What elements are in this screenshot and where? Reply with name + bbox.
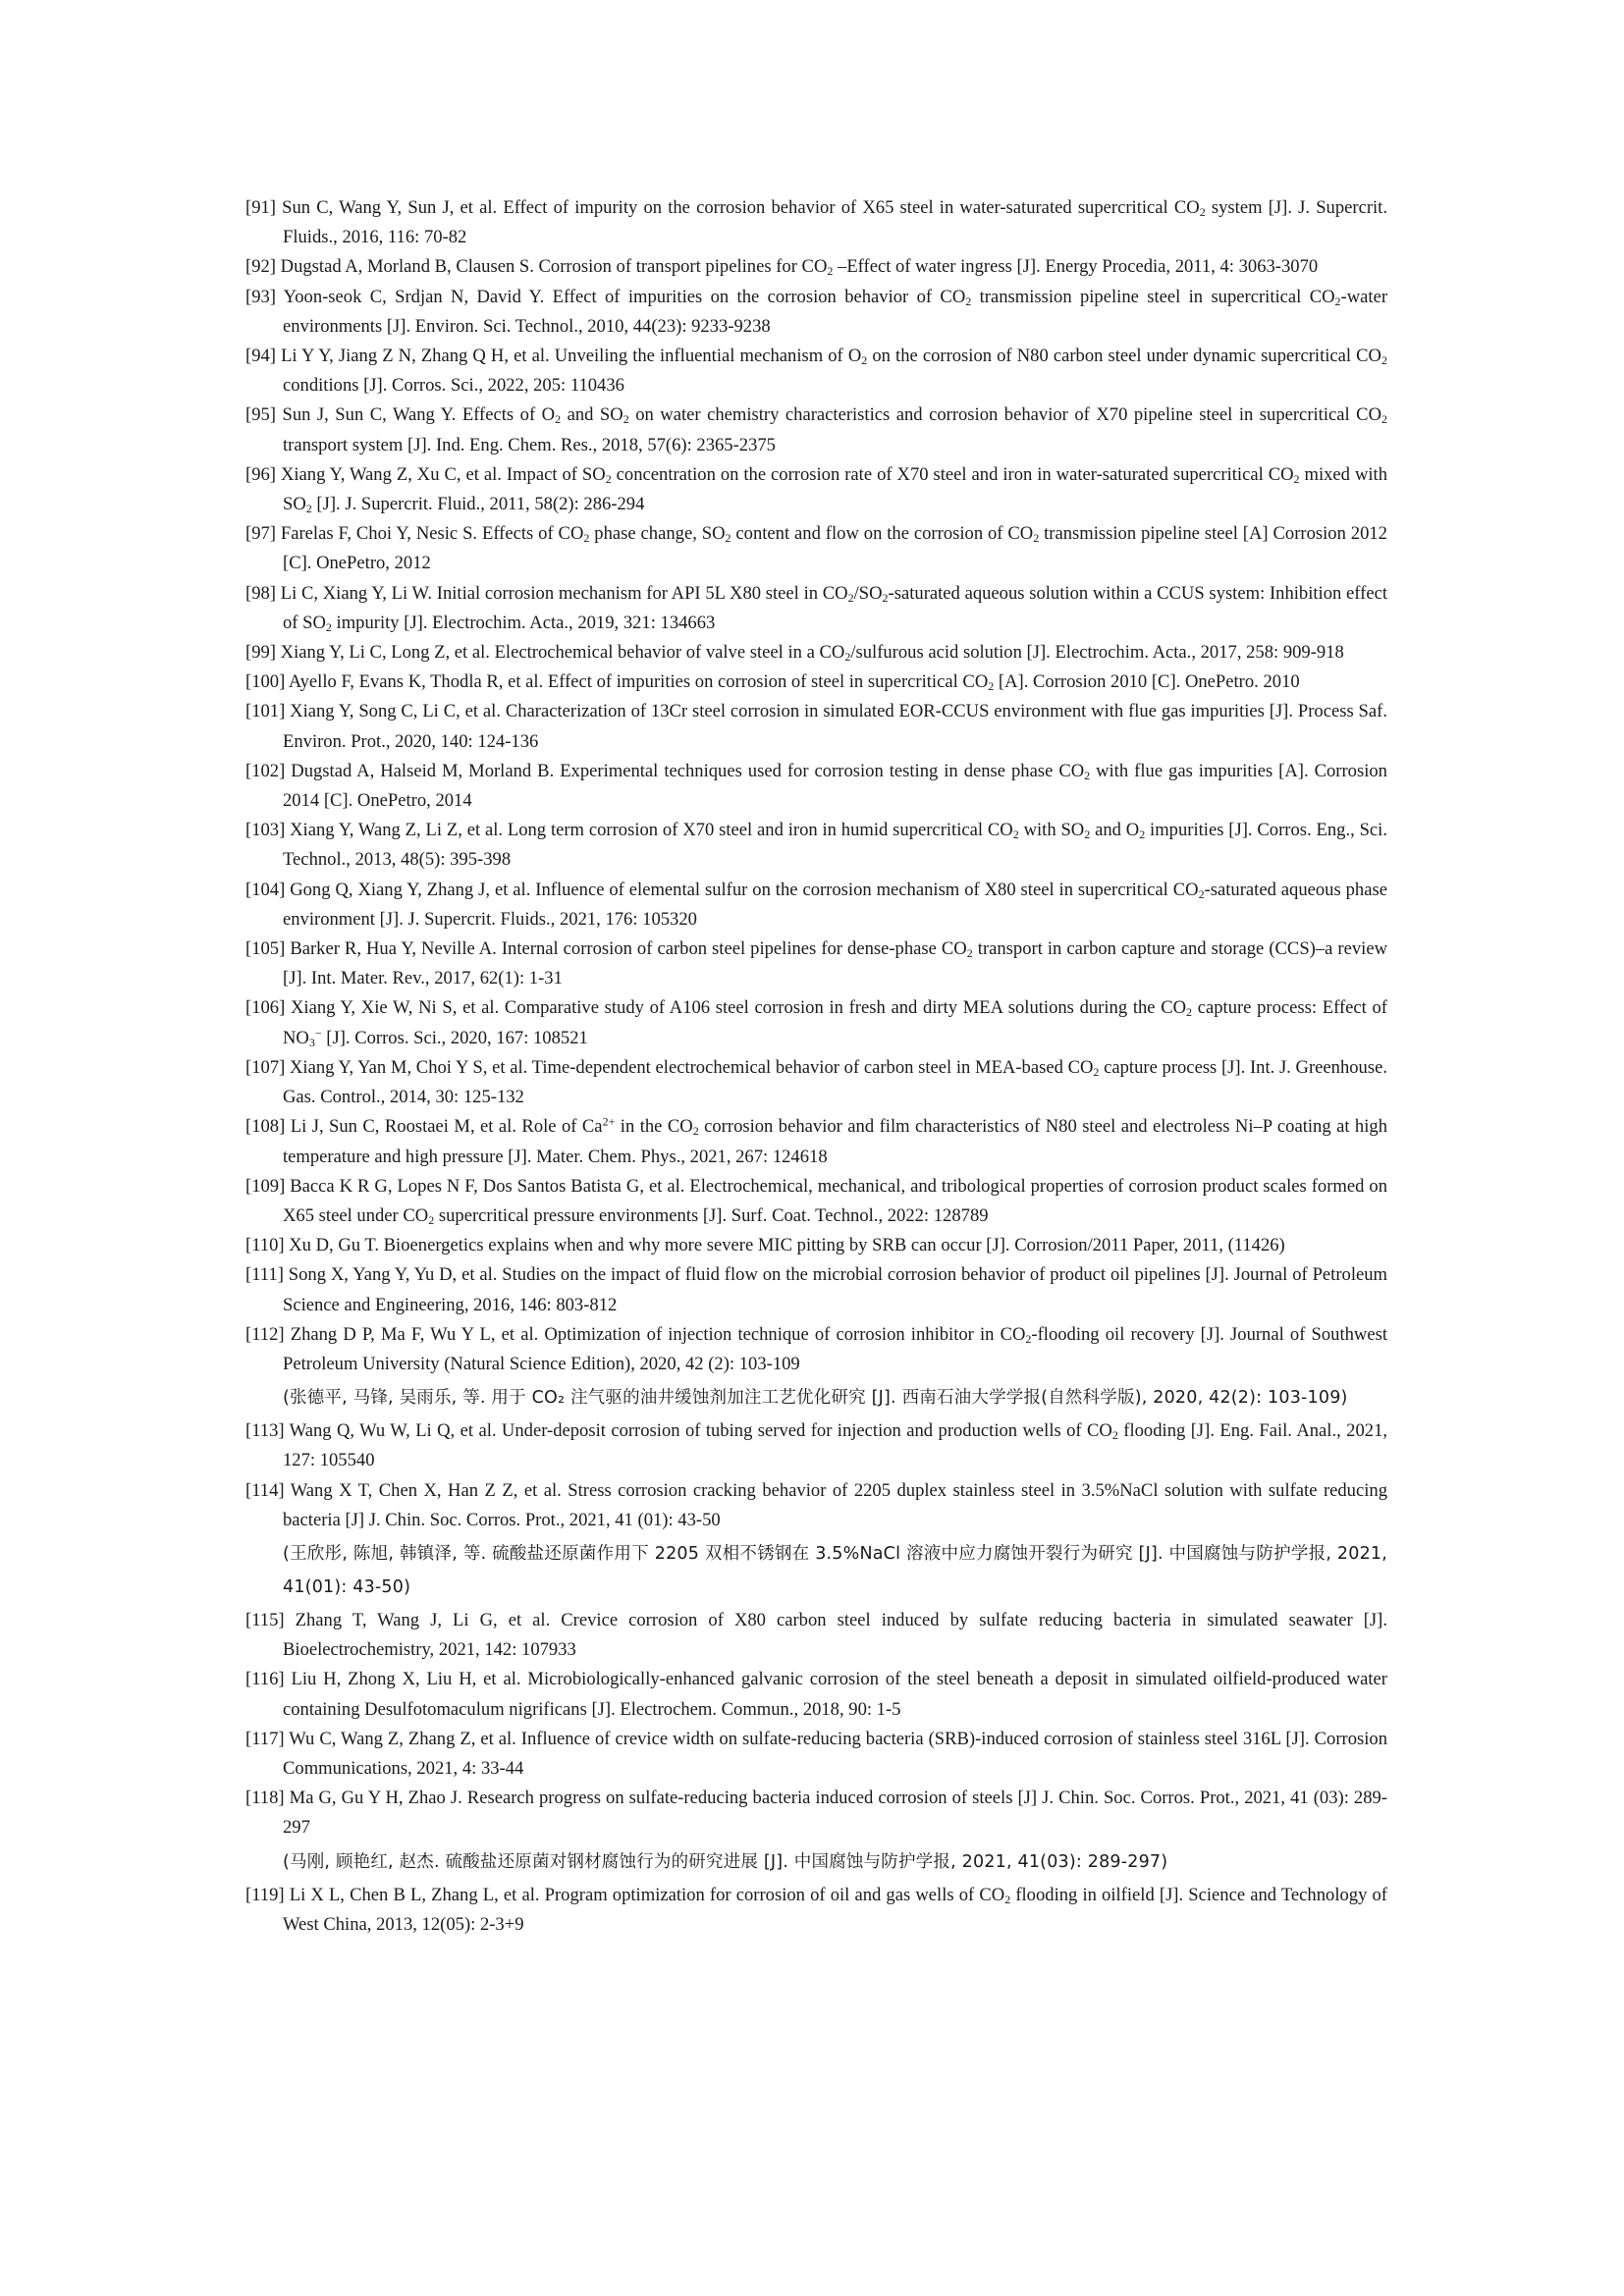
subscript: 2 [1084, 768, 1091, 782]
subscript: 2 [882, 590, 889, 605]
subscript: 2 [623, 412, 629, 427]
reference-entry [245, 1112, 1387, 1171]
reference-text: Barker R, Hua Y, Neville A. Internal corrosion of carbon steel pipelines for dense-phase $CO_2$ transport in carbon capture and storage (CCS)–a review [J]. Int. Mater. Rev., 2017, 62(1): 1-31 [283, 938, 1388, 989]
reference-entry [245, 1784, 1387, 1878]
reference-entry [245, 1881, 1387, 1940]
subscript: 2 [1381, 412, 1388, 427]
reference-text: Liu H, Zhong X, Liu H, et al. Microbiologically-enhanced galvanic corrosion of the steel beneath a deposit in simulated oilfield-produced water containing Desulfotomaculum nigrificans [J]. Electrochem. Commun., 2018, 90: 1-5 [283, 1669, 1387, 1720]
chinese-translation: (王欣彤, 陈旭, 韩镇泽, 等. 硫酸盐还原菌作用下 2205 双相不锈钢在 3.5%NaCl 溶液中应力腐蚀开裂行为研究 [J]. 中国腐蚀与防护学报, 2021, 41(01): 43-50) [283, 1543, 1387, 1597]
reference-text: Song X, Yang Y, Yu D, et al. Studies on the impact of fluid flow on the microbial corrosion behavior of product oil pipelines [J]. Journal of Petroleum Science and Engineering, 2016, 146: 803-812 [283, 1264, 1387, 1315]
reference-number: [97] [245, 523, 276, 545]
subscript: 2 [305, 502, 312, 516]
subscript: 2 [1380, 353, 1387, 368]
reference-text: Bacca K R G, Lopes N F, Dos Santos Batista G, et al. Electrochemical, mechanical, and tribological properties of corrosion product scales formed on X65 steel under $CO_2$ supercritical pressure environments [J]. Surf. Coat. Technol., 2022: 128789 [283, 1175, 1387, 1227]
reference-number: [104] [245, 879, 286, 900]
subscript: 2 [1004, 1892, 1011, 1906]
reference-number: [112] [245, 1323, 285, 1345]
reference-entry [245, 1476, 1387, 1604]
subscript: 2 [988, 679, 995, 694]
reference-text: Li J, Sun C, Roostaei M, et al. Role of $Ca^{2+}$ in the $CO_2$ corrosion behavior and film characteristics of N80 steel and electroless Ni–P coating at high temperature and high pressure [J]. Mater. Chem. Phys., 2021, 267: 124618 [283, 1114, 1387, 1167]
subscript: 2 [692, 1124, 699, 1139]
reference-text: Xiang Y, Xie W, Ni S, et al. Comparative study of A106 steel corrosion in fresh and dirty MEA solutions during the $CO_2$ capture process: Effect of $NO_3^-$ [J]. Corros. Sci., 2020, 167: 108521 [283, 997, 1387, 1049]
subscript: 2 [844, 650, 851, 665]
subscript: 2 [583, 531, 590, 546]
reference-number: [94] [245, 346, 276, 367]
reference-entry [245, 1606, 1387, 1665]
reference-number: [119] [245, 1884, 285, 1905]
reference-text: Dugstad A, Morland B, Clausen S. Corrosion of transport pipelines for $CO_2$ –Effect of water ingress [J]. Energy Procedia, 2011, 4: 3063-3070 [280, 256, 1319, 279]
reference-entry [245, 697, 1387, 756]
subscript: 2 [1033, 531, 1040, 546]
reference-text: Xiang Y, Yan M, Choi Y S, et al. Time-dependent electrochemical behavior of carbon steel in MEA-based $CO_2$ capture process [J]. Int. J. Greenhouse. Gas. Control., 2014, 30: 125-132 [283, 1056, 1387, 1108]
reference-number: [91] [245, 197, 276, 218]
reference-text: Farelas F, Choi Y, Nesic S. Effects of $CO_2$ phase change, $SO_2$ content and flow on the corrosion of $CO_2$ transmission pipeline steel [A] Corrosion 2012 [C]. OnePetro, 2012 [280, 523, 1387, 574]
subscript: 2 [1199, 205, 1206, 219]
reference-number: [116] [245, 1669, 285, 1690]
reference-number: [109] [245, 1175, 286, 1197]
reference-number: [92] [245, 256, 276, 278]
subscript: 2 [1025, 1331, 1032, 1346]
reference-text: Sun J, Sun C, Wang Y. Effects of $O_2$ and $SO_2$ on water chemistry characteristics and corrosion behavior of X70 pipeline steel in supercritical $CO_2$ transport system [J]. Ind. Eng. Chem. Res., 2018, 57(6): 2365-2375 [282, 404, 1388, 455]
reference-number: [111] [245, 1264, 284, 1286]
reference-number: [95] [245, 404, 276, 426]
reference-number: [100] [245, 671, 286, 693]
subscript: 2 [725, 531, 731, 546]
reference-number: [108] [245, 1116, 286, 1138]
reference-entry [245, 1172, 1387, 1231]
reference-text: Zhang T, Wang J, Li G, et al. Crevice corrosion of X80 carbon steel induced by sulfate reducing bacteria in simulated seawater [J]. Bioelectrochemistry, 2021, 142: 107933 [283, 1609, 1387, 1661]
reference-entry [245, 934, 1387, 993]
reference-text: Xiang Y, Song C, Li C, et al. Characterization of 13Cr steel corrosion in simulated EOR-CCUS environment with flue gas impurities [J]. Process Saf. Environ. Prot., 2020, 140: 124-136 [283, 701, 1387, 752]
reference-number: [118] [245, 1788, 285, 1809]
subscript: 2 [861, 353, 868, 368]
subscript: 2 [1111, 1428, 1118, 1443]
reference-entry [245, 400, 1387, 459]
subscript: 2 [325, 619, 332, 634]
subscript: 2 [605, 471, 612, 486]
reference-entry [245, 1320, 1387, 1415]
reference-text: Ma G, Gu Y H, Zhao J. Research progress on sulfate-reducing bacteria induced corrosion of steels [J] J. Chin. Soc. Corros. Prot., 2021, 41 (03): 289-297 [283, 1788, 1388, 1839]
reference-entry [245, 1260, 1387, 1319]
reference-entry [245, 1725, 1387, 1784]
reference-entry [245, 757, 1387, 816]
subscript: 2 [1293, 471, 1300, 486]
subscript: 2 [965, 294, 972, 308]
reference-text: Sun C, Wang Y, Sun J, et al. Effect of impurity on the corrosion behavior of X65 steel in water-saturated supercritical $CO_2$ system [J]. J. Supercrit. Fluids., 2016, 116: 70-82 [282, 197, 1387, 248]
reference-number: [114] [245, 1479, 285, 1501]
reference-number: [115] [245, 1609, 285, 1630]
reference-number: [103] [245, 820, 286, 841]
reference-entry [245, 816, 1387, 875]
subscript: 2 [966, 946, 973, 961]
subscript: 2 [1198, 886, 1205, 901]
reference-number: [96] [245, 463, 276, 485]
chinese-translation: (马刚, 顾艳红, 赵杰. 硫酸盐还原菌对钢材腐蚀行为的研究进展 [J]. 中国腐蚀与防护学报, 2021, 41(03): 289-297) [283, 1851, 1168, 1872]
reference-number: [98] [245, 582, 276, 604]
reference-entry [245, 667, 1387, 697]
reference-text: Li X L, Chen B L, Zhang L, et al. Program optimization for corrosion of oil and gas wells of $CO_2$ flooding in oilfield [J]. Science and Technology of West China, 2013, 12(05): 2-3+9 [283, 1884, 1387, 1935]
reference-entry [245, 342, 1387, 400]
subscript: 3 [308, 1035, 315, 1049]
reference-entry [245, 638, 1387, 667]
reference-number: [101] [245, 701, 286, 722]
reference-number: [107] [245, 1056, 286, 1078]
reference-entry [245, 193, 1387, 252]
reference-number: [105] [245, 938, 286, 960]
reference-text: Xiang Y, Wang Z, Xu C, et al. Impact of $SO_2$ concentration on the corrosion rate of X70 steel and iron in water-saturated supercritical $CO_2$ mixed with $SO_2$ [J]. J. Supercrit. Fluid., 2011, 58(2): 286-294 [280, 463, 1387, 516]
subscript: 2 [1139, 828, 1146, 842]
reference-text: Dugstad A, Halseid M, Morland B. Experimental techniques used for corrosion testing in dense phase $CO_2$ with flue gas impurities [A]. Corrosion 2014 [C]. OnePetro, 2014 [283, 760, 1387, 812]
reference-number: [117] [245, 1728, 285, 1749]
reference-entry [245, 1416, 1387, 1475]
reference-text: Gong Q, Xiang Y, Zhang J, et al. Influence of elemental sulfur on the corrosion mechanism of X80 steel in supercritical $CO_2$-saturated aqueous phase environment [J]. J. Supercrit. Fluids., 2021, 176: 105320 [283, 879, 1387, 930]
reference-entry [245, 876, 1387, 934]
reference-number: [93] [245, 286, 276, 307]
reference-text: Xiang Y, Wang Z, Li Z, et al. Long term corrosion of X70 steel and iron in humid supercritical $CO_2$ with $SO_2$ and $O_2$ impurities [J]. Corros. Eng., Sci. Technol., 2013, 48(5): 395-398 [283, 820, 1387, 871]
reference-number: [106] [245, 997, 286, 1019]
reference-entry [245, 252, 1387, 282]
subscript: 2 [847, 590, 854, 605]
reference-number: [113] [245, 1420, 285, 1442]
subscript: 2 [555, 412, 562, 427]
reference-entry [245, 993, 1387, 1052]
reference-text: Li C, Xiang Y, Li W. Initial corrosion mechanism for API 5L X80 steel in $CO_2/SO_2$-saturated aqueous solution within a CCUS system: Inhibition effect of $SO_2$ impurity [J]. Electrochim. Acta., 2019, 321: 134663 [280, 582, 1387, 634]
reference-number: [110] [245, 1235, 285, 1256]
subscript: 2 [1186, 1005, 1193, 1020]
reference-entry [245, 1665, 1387, 1724]
reference-text: Wu C, Wang Z, Zhang Z, et al. Influence of crevice width on sulfate-reducing bacteria (SRB)-induced corrosion of stainless steel 316L [J]. Corrosion Communications, 2021, 4: 33-44 [283, 1728, 1388, 1779]
subscript: 2 [1084, 828, 1091, 842]
subscript: 2 [1012, 828, 1019, 842]
reference-number: [99] [245, 642, 276, 664]
reference-entry [245, 460, 1387, 519]
reference-text: Ayello F, Evans K, Thodla R, et al. Effect of impurities on corrosion of steel in supercritical $CO_2$ [A]. Corrosion 2010 [C]. OnePetro. 2010 [288, 671, 1300, 694]
subscript: 2 [1093, 1064, 1100, 1079]
reference-list [245, 193, 1387, 1940]
reference-entry [245, 579, 1387, 638]
chinese-translation: (张德平, 马锋, 吴雨乐, 等. 用于 CO₂ 注气驱的油井缓蚀剂加注工艺优化研究 [J]. 西南石油大学学报(自然科学版), 2020, 42(2): 103-109) [283, 1388, 1348, 1409]
reference-entry [245, 519, 1387, 578]
reference-text: Xu D, Gu T. Bioenergetics explains when and why more severe MIC pitting by SRB can occur [J]. Corrosion/2011 Paper, 2011, (11426) [289, 1235, 1285, 1256]
reference-text: Wang Q, Wu W, Li Q, et al. Under-deposit corrosion of tubing served for injection and production wells of $CO_2$ flooding [J]. Eng. Fail. Anal., 2021, 127: 105540 [283, 1420, 1388, 1471]
subscript: 2 [1334, 294, 1341, 308]
superscript: 2+ [602, 1114, 616, 1129]
reference-entry [245, 1231, 1387, 1260]
reference-text: Li Y Y, Jiang Z N, Zhang Q H, et al. Unveiling the influential mechanism of $O_2$ on the corrosion of N80 carbon steel under dynamic supercritical $CO_2$ conditions [J]. Corros. Sci., 2022, 205: 110436 [281, 346, 1387, 397]
reference-text: Zhang D P, Ma F, Wu Y L, et al. Optimization of injection technique of corrosion inhibitor in $CO_2$-flooding oil recovery [J]. Journal of Southwest Petroleum University (Natural Science Edition), 2020, 42 (2): 103-109 [283, 1323, 1387, 1374]
subscript: 2 [428, 1212, 435, 1227]
reference-entry [245, 283, 1387, 342]
reference-text: Yoon-seok C, Srdjan N, David Y. Effect of impurities on the corrosion behavior of $CO_2$ transmission pipeline steel in supercritical $CO_2$-water environments [J]. Environ. Sci. Technol., 2010, 44(23): 9233-9238 [283, 286, 1388, 337]
reference-entry [245, 1053, 1387, 1112]
reference-text: Wang X T, Chen X, Han Z Z, et al. Stress corrosion cracking behavior of 2205 duplex stainless steel in 3.5%NaCl solution with sulfate reducing bacteria [J] J. Chin. Soc. Corros. Prot., 2021, 41 (01): 43-50 [283, 1479, 1387, 1530]
superscript: − [314, 1026, 322, 1041]
reference-number: [102] [245, 760, 286, 781]
reference-text: Xiang Y, Li C, Long Z, et al. Electrochemical behavior of valve steel in a $CO_2$/sulfurous acid solution [J]. Electrochim. Acta., 2017, 258: 909-918 [280, 642, 1344, 665]
subscript: 2 [827, 264, 834, 279]
